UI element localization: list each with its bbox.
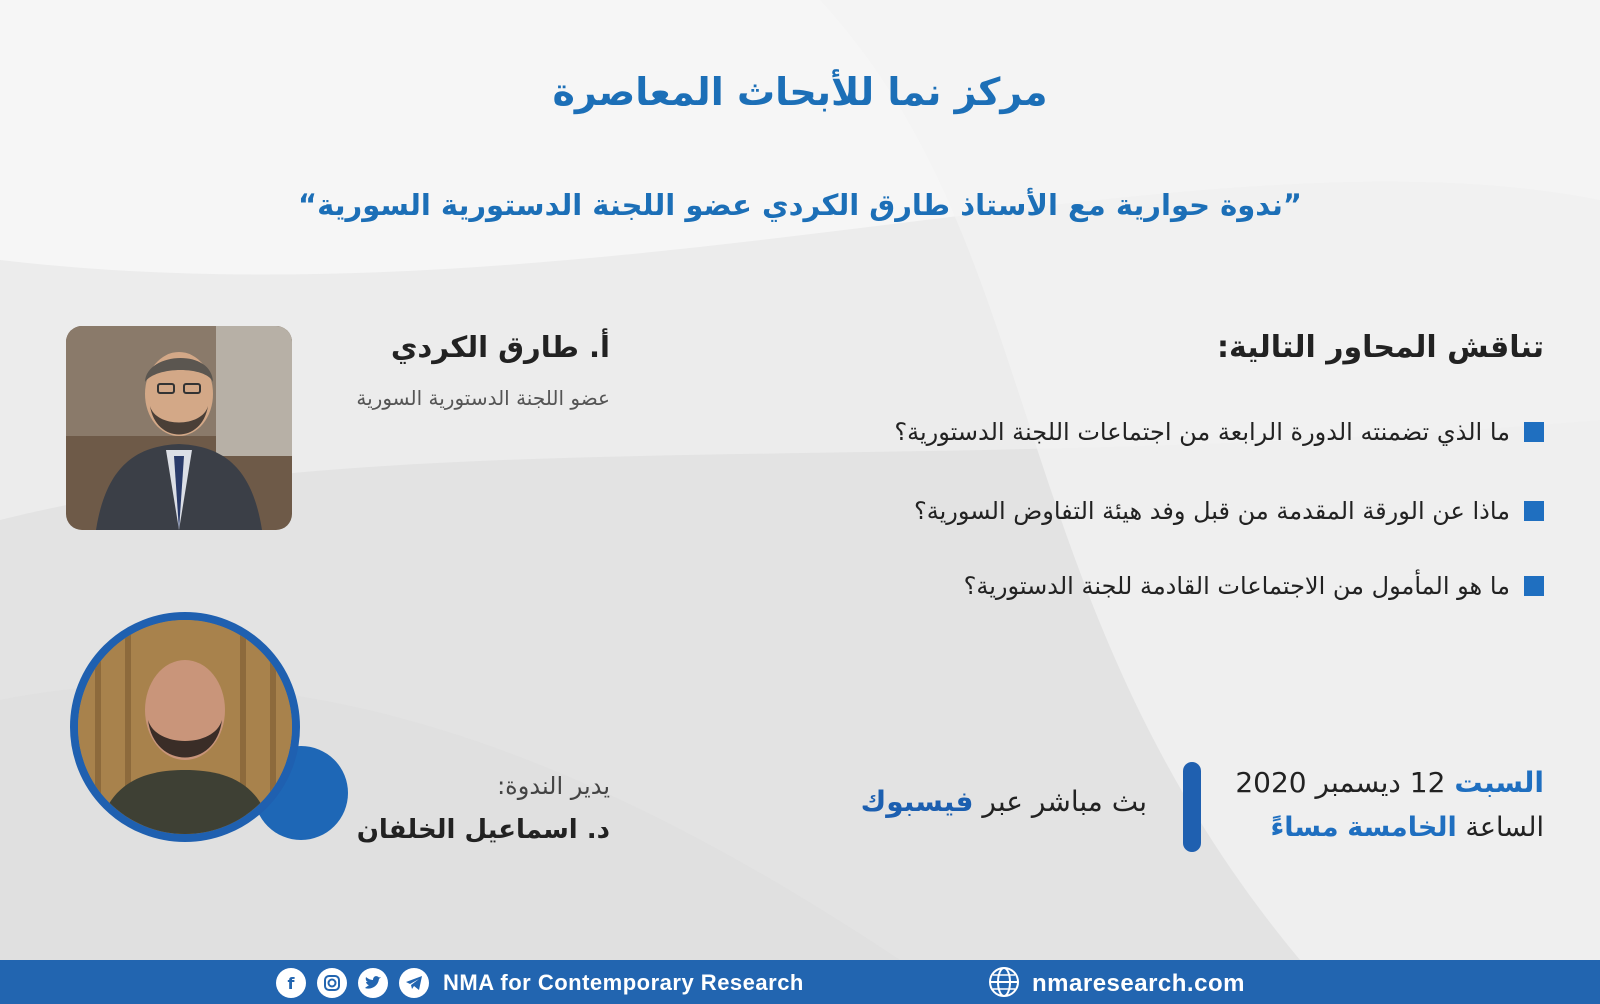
divider-bar bbox=[1183, 762, 1201, 852]
footer-org-name: NMA for Contemporary Research bbox=[443, 970, 804, 995]
event-date-text: 12 ديسمبر 2020 bbox=[1235, 766, 1446, 799]
moderator-name: د. اسماعيل الخلفان bbox=[356, 815, 610, 845]
speaker-name: أ. طارق الكردي bbox=[390, 330, 610, 364]
telegram-icon[interactable] bbox=[399, 968, 429, 998]
stream-info bbox=[861, 785, 1147, 818]
time-prefix: الساعة bbox=[1465, 812, 1544, 843]
stream-platform: فيسبوك bbox=[860, 785, 974, 818]
topic-item bbox=[894, 418, 1544, 446]
topic-text: ما الذي تضمنته الدورة الرابعة من اجتماعات اللجنة الدستورية؟ bbox=[894, 418, 1510, 446]
twitter-icon[interactable] bbox=[358, 968, 388, 998]
event-day: السبت bbox=[1454, 766, 1544, 799]
topic-item bbox=[964, 572, 1544, 600]
event-title: ”ندوة حوارية مع الأستاذ طارق الكردي عضو اللجنة الدستورية السورية“ bbox=[298, 188, 1302, 222]
moderator-label: يدير الندوة: bbox=[497, 772, 610, 800]
stream-prefix: بث مباشر عبر bbox=[982, 785, 1147, 818]
moderator-photo bbox=[70, 612, 300, 842]
square-bullet-icon bbox=[1524, 501, 1544, 521]
topic-text: ماذا عن الورقة المقدمة من قبل وفد هيئة التفاوض السورية؟ bbox=[913, 497, 1510, 525]
footer-bar bbox=[0, 960, 1600, 1004]
globe-icon bbox=[988, 966, 1020, 998]
time-hour: الخامسة bbox=[1347, 812, 1457, 843]
speaker-photo bbox=[66, 326, 292, 530]
square-bullet-icon bbox=[1524, 422, 1544, 442]
instagram-icon[interactable] bbox=[317, 968, 347, 998]
square-bullet-icon bbox=[1524, 576, 1544, 596]
website-link[interactable]: nmaresearch.com bbox=[1032, 970, 1245, 997]
event-date bbox=[1235, 766, 1544, 799]
topics-heading: تناقش المحاور التالية: bbox=[1217, 330, 1544, 365]
topic-item bbox=[914, 497, 1544, 525]
time-suffix: مساءً bbox=[1270, 812, 1339, 843]
org-title: مركز نما للأبحاث المعاصرة bbox=[552, 70, 1048, 114]
event-time bbox=[1270, 812, 1544, 843]
speaker-role: عضو اللجنة الدستورية السورية bbox=[356, 386, 610, 410]
topic-text: ما هو المأمول من الاجتماعات القادمة للجنة الدستورية؟ bbox=[963, 572, 1510, 600]
facebook-icon[interactable]: f bbox=[276, 968, 306, 998]
